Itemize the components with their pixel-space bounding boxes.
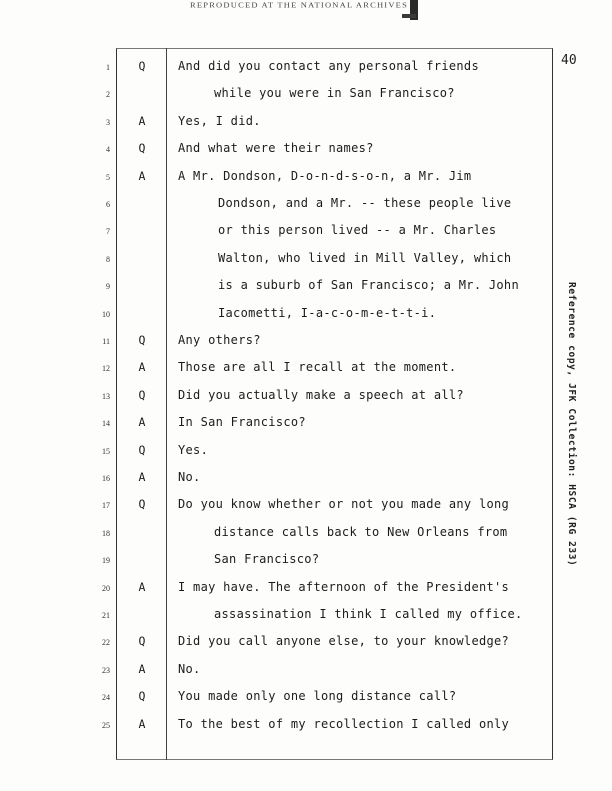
reference-copy-stamp: Reference copy, JFK Collection: HSCA (RG 233)	[566, 282, 577, 567]
transcript-line	[0, 660, 612, 680]
line-text: You made only one long distance call?	[178, 689, 457, 704]
line-text: A Mr. Dondson, D-o-n-d-s-o-n, a Mr. Jim	[178, 168, 472, 183]
transcript-line	[0, 249, 612, 269]
line-text: Did you actually make a speech at all?	[178, 387, 464, 402]
transcript-line	[0, 523, 612, 543]
line-text: or this person lived -- a Mr. Charles	[218, 223, 497, 238]
line-text: distance calls back to New Orleans from	[214, 524, 508, 539]
line-number: 19	[102, 556, 110, 566]
transcript-line	[0, 386, 612, 406]
line-text: assassination I think I called my office.	[214, 607, 523, 621]
transcript-line	[0, 687, 612, 707]
line-text: In San Francisco?	[178, 415, 306, 430]
transcript-line	[0, 605, 612, 625]
line-number: 17	[102, 501, 110, 511]
line-number: 21	[102, 611, 110, 620]
line-text: Yes.	[178, 442, 209, 457]
speaker-label: Q	[138, 59, 146, 73]
line-number: 14	[102, 419, 110, 429]
speaker-label: Q	[138, 634, 146, 649]
speaker-label: A	[138, 716, 146, 731]
speaker-label: A	[138, 470, 146, 484]
transcript-line	[0, 57, 612, 77]
transcript-line	[0, 167, 612, 187]
transcript-line	[0, 495, 612, 515]
line-text: I may have. The afternoon of the President's	[178, 579, 510, 594]
transcript-line	[0, 276, 612, 296]
transcript-line	[0, 413, 612, 433]
speaker-label: Q	[138, 689, 146, 704]
line-text: Do you know whether or not you made any long	[178, 497, 510, 512]
line-text: No.	[178, 470, 201, 484]
line-text: Any others?	[178, 333, 261, 347]
line-text: Iacometti, I-a-c-o-m-e-t-t-i.	[218, 305, 437, 320]
line-number: 8	[106, 254, 110, 264]
transcript-line	[0, 84, 612, 104]
line-text: No.	[178, 661, 201, 676]
speaker-label: A	[138, 168, 146, 183]
page-number: 40	[561, 53, 577, 68]
transcript-line	[0, 304, 612, 324]
line-number: 24	[102, 693, 110, 703]
archive-stamp-mark-base	[402, 14, 416, 18]
line-number: 15	[102, 446, 110, 456]
line-number: 7	[106, 227, 110, 237]
line-number: 20	[102, 583, 110, 593]
line-number: 5	[106, 172, 110, 182]
line-number: 12	[102, 364, 110, 374]
line-number: 10	[102, 309, 110, 319]
transcript-line	[0, 331, 612, 351]
line-text: while you were in San Francisco?	[214, 86, 455, 101]
transcript-line	[0, 358, 612, 378]
transcript-line	[0, 441, 612, 461]
line-number: 23	[102, 665, 110, 675]
line-number: 16	[102, 474, 110, 483]
archive-header: REPRODUCED AT THE NATIONAL ARCHIVES	[190, 1, 408, 9]
line-text: And what were their names?	[178, 141, 374, 156]
line-text: Yes, I did.	[178, 113, 261, 128]
line-number: 3	[106, 117, 110, 127]
line-text: To the best of my recollection I called only	[178, 716, 510, 731]
transcript-line	[0, 194, 612, 214]
speaker-label: A	[138, 415, 146, 430]
line-number: 13	[102, 391, 110, 401]
line-text: San Francisco?	[214, 552, 320, 567]
line-text: Did you call anyone else, to your knowledge?	[178, 634, 510, 649]
line-text: And did you contact any personal friends	[178, 59, 479, 73]
transcript-line	[0, 578, 612, 598]
speaker-label: Q	[138, 497, 146, 512]
transcript-line	[0, 632, 612, 652]
speaker-label: Q	[138, 387, 146, 402]
transcript-line	[0, 468, 612, 488]
transcript-line	[0, 139, 612, 159]
line-number: 2	[106, 90, 110, 100]
line-number: 6	[106, 200, 110, 209]
transcript-line	[0, 112, 612, 132]
speaker-label: A	[138, 579, 146, 594]
line-number: 11	[102, 337, 110, 346]
transcript-line	[0, 715, 612, 735]
line-number: 4	[106, 145, 110, 155]
transcript-line	[0, 550, 612, 570]
line-number: 1	[106, 63, 110, 72]
line-number: 25	[102, 720, 110, 730]
line-text: is a suburb of San Francisco; a Mr. John	[218, 278, 519, 293]
line-text: Walton, who lived in Mill Valley, which	[218, 250, 512, 265]
speaker-label: Q	[138, 333, 146, 347]
speaker-label: A	[138, 661, 146, 676]
speaker-label: A	[138, 113, 146, 128]
line-number: 22	[102, 638, 110, 648]
line-text: Those are all I recall at the moment.	[178, 360, 457, 375]
transcript-line	[0, 221, 612, 241]
line-text: Dondson, and a Mr. -- these people live	[218, 196, 512, 210]
line-number: 9	[106, 282, 110, 292]
speaker-label: A	[138, 360, 146, 375]
line-number: 18	[102, 528, 110, 538]
speaker-label: Q	[138, 442, 146, 457]
speaker-label: Q	[138, 141, 146, 156]
